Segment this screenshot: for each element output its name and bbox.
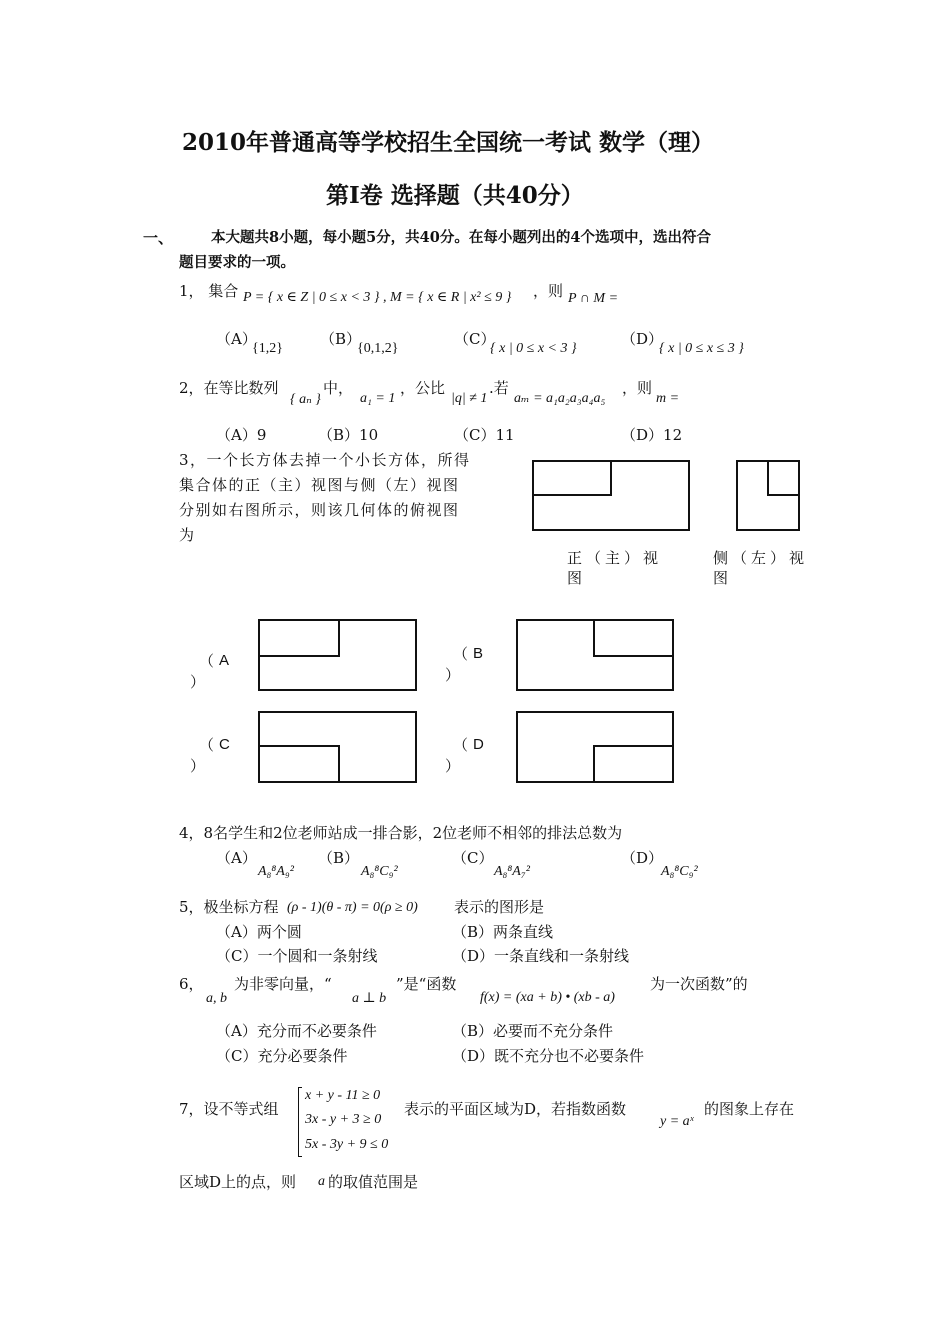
q3-stem-line4: 为 [179, 526, 195, 544]
q3-stem-line3: 分别如右图所示，则该几何体的俯视图 [179, 501, 460, 519]
q6-function: f(x) = (xa + b) • (xb - a) [480, 990, 615, 1005]
q2-sequence: { aₙ } [290, 392, 321, 407]
part-title: 第I卷 选择题（共40分） [326, 182, 584, 209]
q7-inequality-3: 5x - 3y + 9 ≤ 0 [305, 1137, 389, 1152]
q2-option-d: （D）12 [621, 426, 683, 444]
q1-expr: P ∩ M = [568, 291, 619, 306]
q3-option-c-open: （ [199, 736, 215, 754]
side-view-label-2: 图 [713, 569, 729, 587]
q2-option-b: （B）10 [318, 426, 379, 444]
q7-line2-end: 的取值范围是 [328, 1173, 419, 1191]
q5-tail: 表示的图形是 [454, 898, 545, 916]
q3-option-d-letter: D [473, 736, 484, 753]
q1-label-b: （B） [320, 330, 362, 348]
q1-label-a: （A） [216, 330, 257, 348]
q7-mid: 表示的平面区域为D，若指数函数 [404, 1100, 627, 1118]
q3-option-c-close: ） [190, 757, 206, 775]
q1-label-c: （C） [454, 330, 496, 348]
q3-stem-line2: 集合体的正（主）视图与侧（左）视图 [179, 476, 460, 494]
q1-label-d: （D） [621, 330, 664, 348]
q2-ratio: |q| ≠ 1 [451, 391, 488, 406]
section-instruction-line2: 题目要求的一项。 [179, 254, 295, 271]
front-view-label-2: 图 [567, 569, 583, 587]
q7-function: y = aˣ [660, 1114, 694, 1129]
q7-stem: 7，设不等式组 [179, 1100, 279, 1118]
q3-option-b-letter: B [473, 645, 484, 662]
section-instruction-line1: 本大题共8小题，每小题5分，共40分。在每小题列出的4个选项中，选出符合 [211, 229, 711, 246]
q6-vectors: a, b [206, 991, 227, 1006]
q2-a1: a₁ = 1 [360, 391, 396, 406]
q6-option-b: （B）必要而不充分条件 [452, 1022, 614, 1040]
q1-option-b: {0,1,2} [357, 341, 399, 356]
q5-equation: (ρ - 1)(θ - π) = 0(ρ ≥ 0) [287, 900, 418, 915]
q6-option-a: （A）充分而不必要条件 [216, 1022, 377, 1040]
q1-option-c: { x | 0 ≤ x < 3 } [490, 341, 577, 356]
q7-line2-start: 区域D上的点，则 [179, 1173, 297, 1191]
q3-stem-line1: 3，一个长方体去掉一个小长方体，所得 [179, 451, 471, 469]
q6-option-d: （D）既不充分也不必要条件 [452, 1047, 645, 1065]
q5-stem: 5，极坐标方程 [179, 898, 279, 916]
q1-option-d: { x | 0 ≤ x ≤ 3 } [659, 341, 744, 356]
q1-stem: 1， 集合 [179, 282, 239, 300]
q7-tail: 的图象上存在 [704, 1100, 795, 1118]
q3-option-c-letter: C [219, 736, 230, 753]
q3-option-a-open: （ [199, 652, 215, 670]
q2-option-a: （A）9 [216, 426, 267, 444]
q2-if: .若 [489, 379, 509, 397]
q2-stem: 2，在等比数列 [179, 379, 279, 397]
q3-option-b-close: ） [445, 666, 461, 684]
q1-option-a: {1,2} [252, 341, 283, 356]
q7-inequality-2: 3x - y + 3 ≥ 0 [305, 1112, 382, 1127]
q5-option-d: （D）一条直线和一条射线 [452, 947, 630, 965]
q3-option-a-letter: A [219, 652, 230, 669]
q5-option-a: （A）两个圆 [216, 923, 302, 941]
q1-then: ，则 [533, 282, 564, 300]
q6-perpendicular: a ⊥ b [352, 991, 387, 1006]
q4-option-b: A₈⁸C₉² [361, 864, 398, 879]
front-view-label: 正（主）视 [567, 549, 663, 567]
q4-option-c: A₈⁸A₇² [494, 864, 530, 879]
q3-option-d-open: （ [453, 736, 469, 754]
q3-option-a-close: ） [190, 673, 206, 691]
q6-text1: 为非零向量，“ [234, 975, 332, 993]
q6-number: 6， [179, 975, 204, 993]
q2-m: m = [656, 391, 680, 406]
q2-mid: 中， [323, 379, 354, 397]
q2-option-c: （C）11 [454, 426, 515, 444]
q2-equation: aₘ = a₁a₂a₃a₄a₅ [514, 391, 606, 406]
q4-option-a: A₈⁸A₉² [258, 864, 294, 879]
q4-label-a: （A） [216, 849, 257, 867]
q4-stem: 4，8名学生和2位老师站成一排合影，2位老师不相邻的排法总数为 [179, 824, 623, 842]
q6-option-c: （C）充分必要条件 [216, 1047, 348, 1065]
q2-ratio-label: ，公比 [400, 379, 446, 397]
q4-label-b: （B） [318, 849, 360, 867]
q3-option-b-open: （ [453, 645, 469, 663]
q7-inequality-1: x + y - 11 ≥ 0 [305, 1088, 381, 1103]
q7-variable-a: a [318, 1174, 325, 1189]
q4-label-c: （C） [452, 849, 494, 867]
q6-text2: ”是“函数 [396, 975, 457, 993]
q6-text3: 为一次函数”的 [650, 975, 748, 993]
q5-option-b: （B）两条直线 [452, 923, 554, 941]
page-title: 2010年普通高等学校招生全国统一考试 数学（理） [182, 129, 715, 156]
q3-option-d-close: ） [445, 757, 461, 775]
q2-then: ，则 [622, 379, 653, 397]
side-view-label: 侧（左）视 [713, 549, 809, 567]
q4-option-d: A₈⁸C₉² [661, 864, 698, 879]
q4-label-d: （D） [621, 849, 664, 867]
q1-sets: P = { x ∈ Z | 0 ≤ x < 3 } , M = { x ∈ R | x² ≤ 9 } [243, 290, 512, 305]
q5-option-c: （C）一个圆和一条射线 [216, 947, 378, 965]
section-number: 一、 [143, 229, 174, 247]
